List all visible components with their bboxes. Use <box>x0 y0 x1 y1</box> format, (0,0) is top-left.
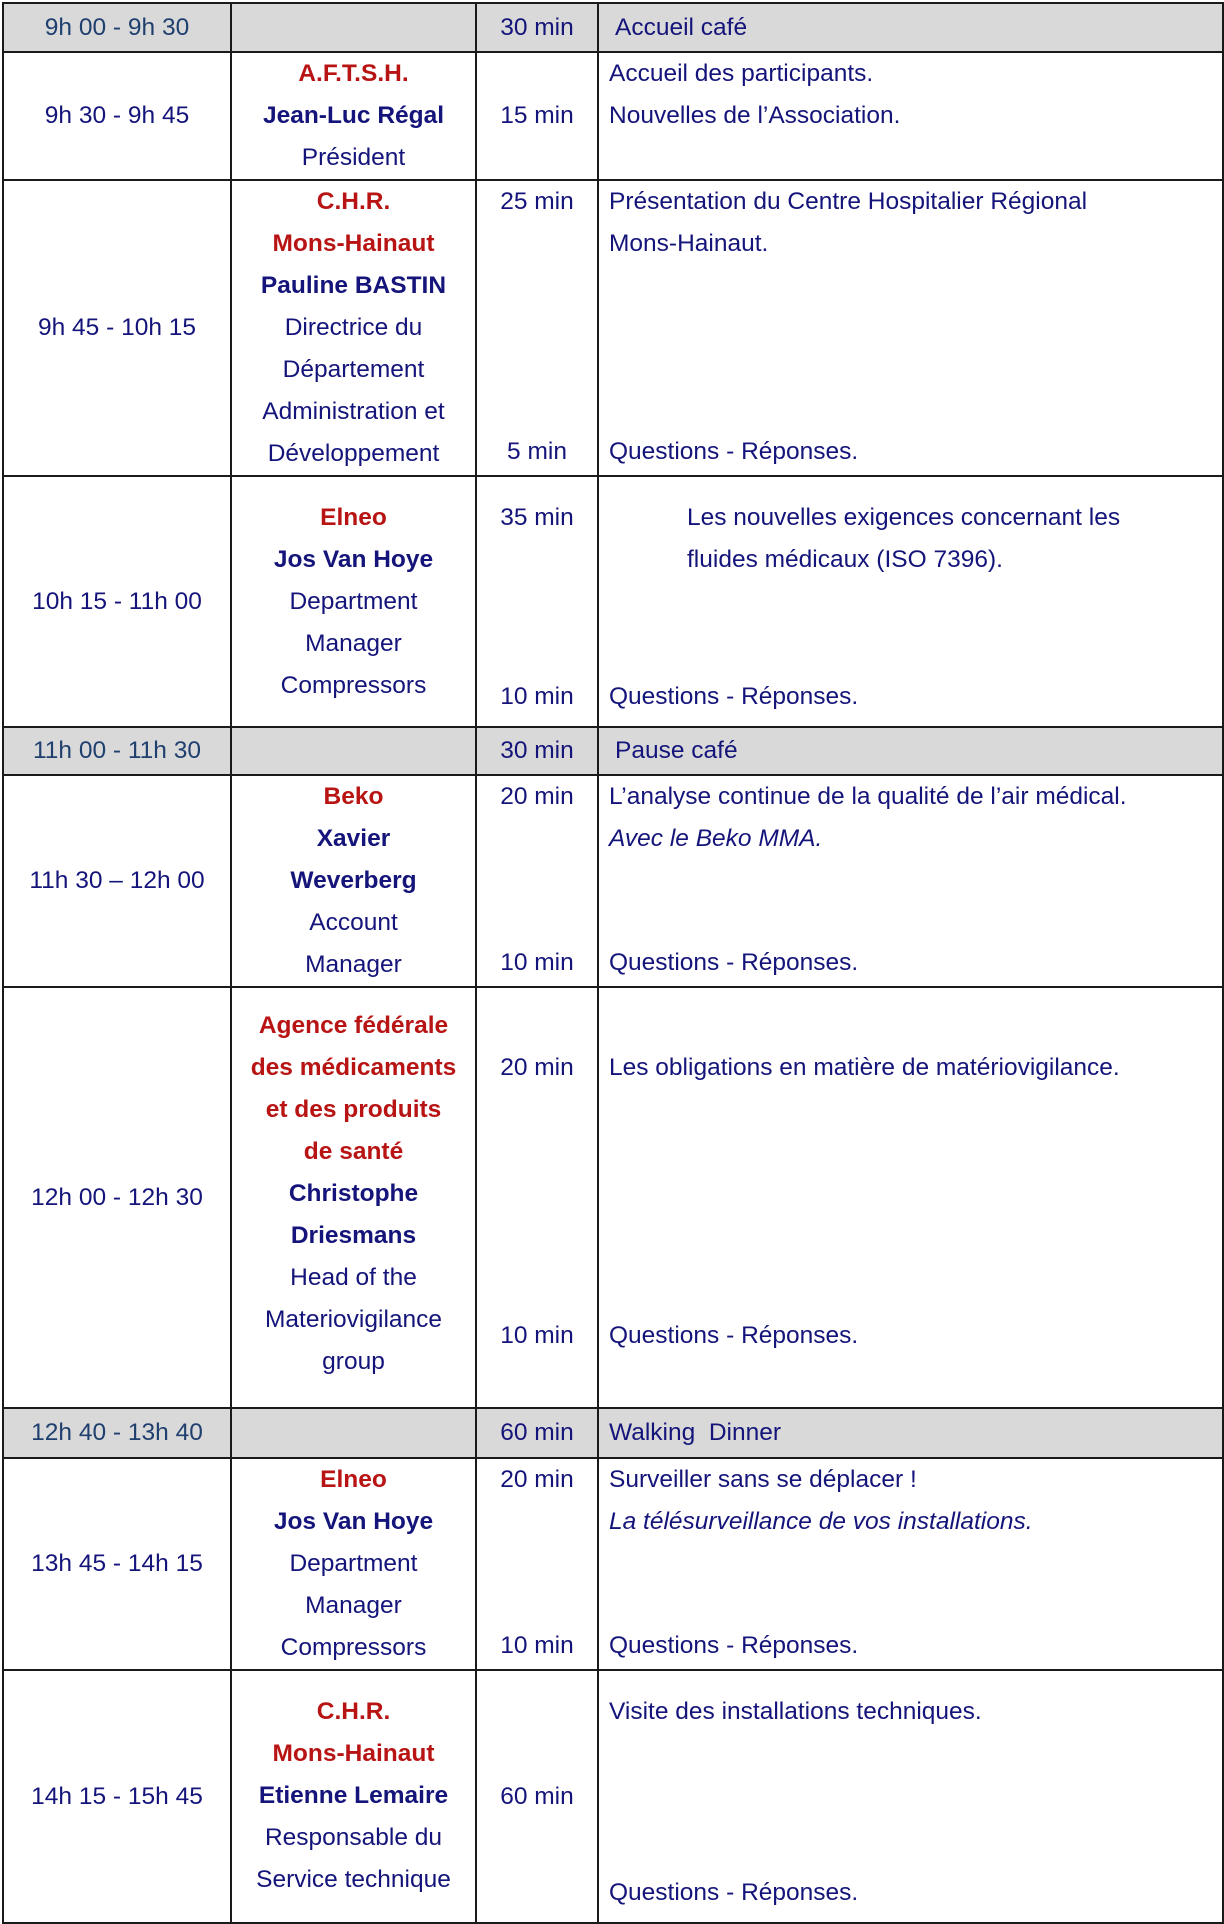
speaker-name: Jean-Luc Régal <box>262 102 445 129</box>
qa-label: Questions - Réponses. <box>609 438 859 465</box>
time-cell: 9h 45 - 10h 15 <box>3 180 231 476</box>
time-cell: 9h 30 - 9h 45 <box>3 52 231 180</box>
speaker-cell-empty <box>231 1408 476 1458</box>
speaker-role: Manager <box>305 951 402 978</box>
speaker-organization: C.H.R. <box>316 188 391 215</box>
description-cell <box>598 775 1223 987</box>
speaker-role: Responsable du <box>264 1824 443 1851</box>
duration-cell <box>476 987 598 1408</box>
description-italic-line: La télésurveillance de vos installations. <box>609 1508 1033 1535</box>
agenda-row-session <box>3 1458 1223 1670</box>
speaker-organization: C.H.R. <box>316 1698 391 1725</box>
speaker-role: Service technique <box>256 1866 451 1893</box>
description-cell <box>598 476 1223 727</box>
agenda-row-session <box>3 1670 1223 1923</box>
description-line: fluides médicaux (ISO 7396). <box>687 546 1003 573</box>
description-cell <box>598 1458 1223 1670</box>
qa-duration: 10 min <box>500 949 574 976</box>
description-line: Mons-Hainaut. <box>609 230 769 257</box>
speaker-role: Materiovigilance <box>264 1306 443 1333</box>
qa-duration: 10 min <box>500 683 574 710</box>
time-cell: 13h 45 - 14h 15 <box>3 1458 231 1670</box>
agenda-row-session <box>3 180 1223 476</box>
qa-label: Questions - Réponses. <box>609 1322 859 1349</box>
speaker-role: Head of the <box>290 1264 417 1291</box>
speaker-organization: et des produits <box>265 1096 442 1123</box>
speaker-name: Jos Van Hoye <box>273 1508 434 1535</box>
speaker-name: Xavier <box>316 825 391 852</box>
qa-duration: 5 min <box>507 438 567 465</box>
duration-cell: 60 min <box>476 1408 598 1458</box>
duration-cell: 30 min <box>476 3 598 52</box>
speaker-name: Jos Van Hoye <box>273 546 434 573</box>
description-line: Les obligations en matière de matériovigilance. <box>609 1054 1120 1081</box>
speaker-role: Manager <box>305 1592 402 1619</box>
speaker-role: Account <box>309 909 398 936</box>
agenda-row-session <box>3 775 1223 987</box>
speaker-organization: Elneo <box>320 504 387 531</box>
talk-duration: 20 min <box>500 1466 574 1493</box>
speaker-organization: Elneo <box>320 1466 387 1493</box>
agenda-row-session <box>3 52 1223 180</box>
speaker-cell <box>231 52 476 180</box>
description-line: Les nouvelles exigences concernant les <box>687 504 1121 531</box>
speaker-cell <box>231 775 476 987</box>
speaker-organization: Beko <box>323 783 384 810</box>
speaker-role: Administration et <box>262 398 445 425</box>
description-line: Visite des installations techniques. <box>609 1698 982 1725</box>
description-cell: Pause café <box>598 727 1223 775</box>
speaker-organization: Agence fédérale <box>258 1012 449 1039</box>
agenda-table <box>2 2 1224 1924</box>
time-cell: 11h 00 - 11h 30 <box>3 727 231 775</box>
qa-duration: 10 min <box>500 1632 574 1659</box>
speaker-organization: des médicaments <box>250 1054 457 1081</box>
talk-duration: 25 min <box>500 188 574 215</box>
talk-duration: 20 min <box>500 1054 574 1081</box>
time-cell: 9h 00 - 9h 30 <box>3 3 231 52</box>
description-cell <box>598 987 1223 1408</box>
agenda-row-break <box>3 3 1223 52</box>
speaker-role: Département <box>282 356 425 383</box>
description-line: Surveiller sans se déplacer ! <box>609 1466 917 1493</box>
agenda-row-session <box>3 476 1223 727</box>
speaker-cell <box>231 1670 476 1923</box>
qa-label: Questions - Réponses. <box>609 1879 859 1906</box>
speaker-name: Etienne Lemaire <box>258 1782 449 1809</box>
duration-cell: 15 min <box>476 52 598 180</box>
speaker-organization: Mons-Hainaut <box>272 1740 435 1767</box>
description-cell <box>598 180 1223 476</box>
talk-duration: 35 min <box>500 504 574 531</box>
qa-label: Questions - Réponses. <box>609 683 859 710</box>
description-cell: Walking Dinner <box>598 1408 1223 1458</box>
speaker-role: Compressors <box>280 1634 427 1661</box>
time-cell: 12h 40 - 13h 40 <box>3 1408 231 1458</box>
qa-label: Questions - Réponses. <box>609 949 859 976</box>
speaker-role: Développement <box>267 440 440 467</box>
speaker-cell <box>231 476 476 727</box>
speaker-role: Président <box>301 144 406 171</box>
description-cell <box>598 1670 1223 1923</box>
speaker-organization: de santé <box>303 1138 404 1165</box>
speaker-organization: A.F.T.S.H. <box>298 60 409 87</box>
speaker-name: Pauline BASTIN <box>260 272 447 299</box>
qa-duration: 10 min <box>500 1322 574 1349</box>
speaker-name: Weverberg <box>290 867 417 894</box>
duration-cell <box>476 180 598 476</box>
qa-label: Questions - Réponses. <box>609 1632 859 1659</box>
speaker-name: Christophe <box>288 1180 419 1207</box>
speaker-role: Compressors <box>280 672 427 699</box>
duration-cell <box>476 775 598 987</box>
speaker-cell <box>231 180 476 476</box>
time-cell: 10h 15 - 11h 00 <box>3 476 231 727</box>
speaker-name: Driesmans <box>290 1222 417 1249</box>
speaker-role: Manager <box>305 630 402 657</box>
speaker-cell <box>231 1458 476 1670</box>
description-line: L’analyse continue de la qualité de l’air médical. <box>609 783 1127 810</box>
description-italic-line: Avec le Beko MMA. <box>609 825 823 852</box>
description-cell <box>598 52 1223 180</box>
agenda-row-break <box>3 1408 1223 1458</box>
duration-cell: 60 min <box>476 1670 598 1923</box>
speaker-role: group <box>322 1348 385 1375</box>
time-cell: 11h 30 – 12h 00 <box>3 775 231 987</box>
description-line: Accueil des participants. <box>609 60 874 87</box>
time-cell: 14h 15 - 15h 45 <box>3 1670 231 1923</box>
speaker-role: Department <box>289 588 418 615</box>
duration-cell <box>476 476 598 727</box>
speaker-cell <box>231 987 476 1408</box>
duration-cell <box>476 1458 598 1670</box>
speaker-cell-empty <box>231 3 476 52</box>
talk-duration: 20 min <box>500 783 574 810</box>
description-line: Présentation du Centre Hospitalier Régional <box>609 188 1088 215</box>
agenda-row-session <box>3 987 1223 1408</box>
agenda-row-break <box>3 727 1223 775</box>
description-line: Nouvelles de l’Association. <box>609 102 901 129</box>
duration-cell: 30 min <box>476 727 598 775</box>
description-cell: Accueil café <box>598 3 1223 52</box>
speaker-role: Directrice du <box>284 314 423 341</box>
time-cell: 12h 00 - 12h 30 <box>3 987 231 1408</box>
speaker-cell-empty <box>231 727 476 775</box>
speaker-organization: Mons-Hainaut <box>272 230 435 257</box>
speaker-role: Department <box>289 1550 418 1577</box>
